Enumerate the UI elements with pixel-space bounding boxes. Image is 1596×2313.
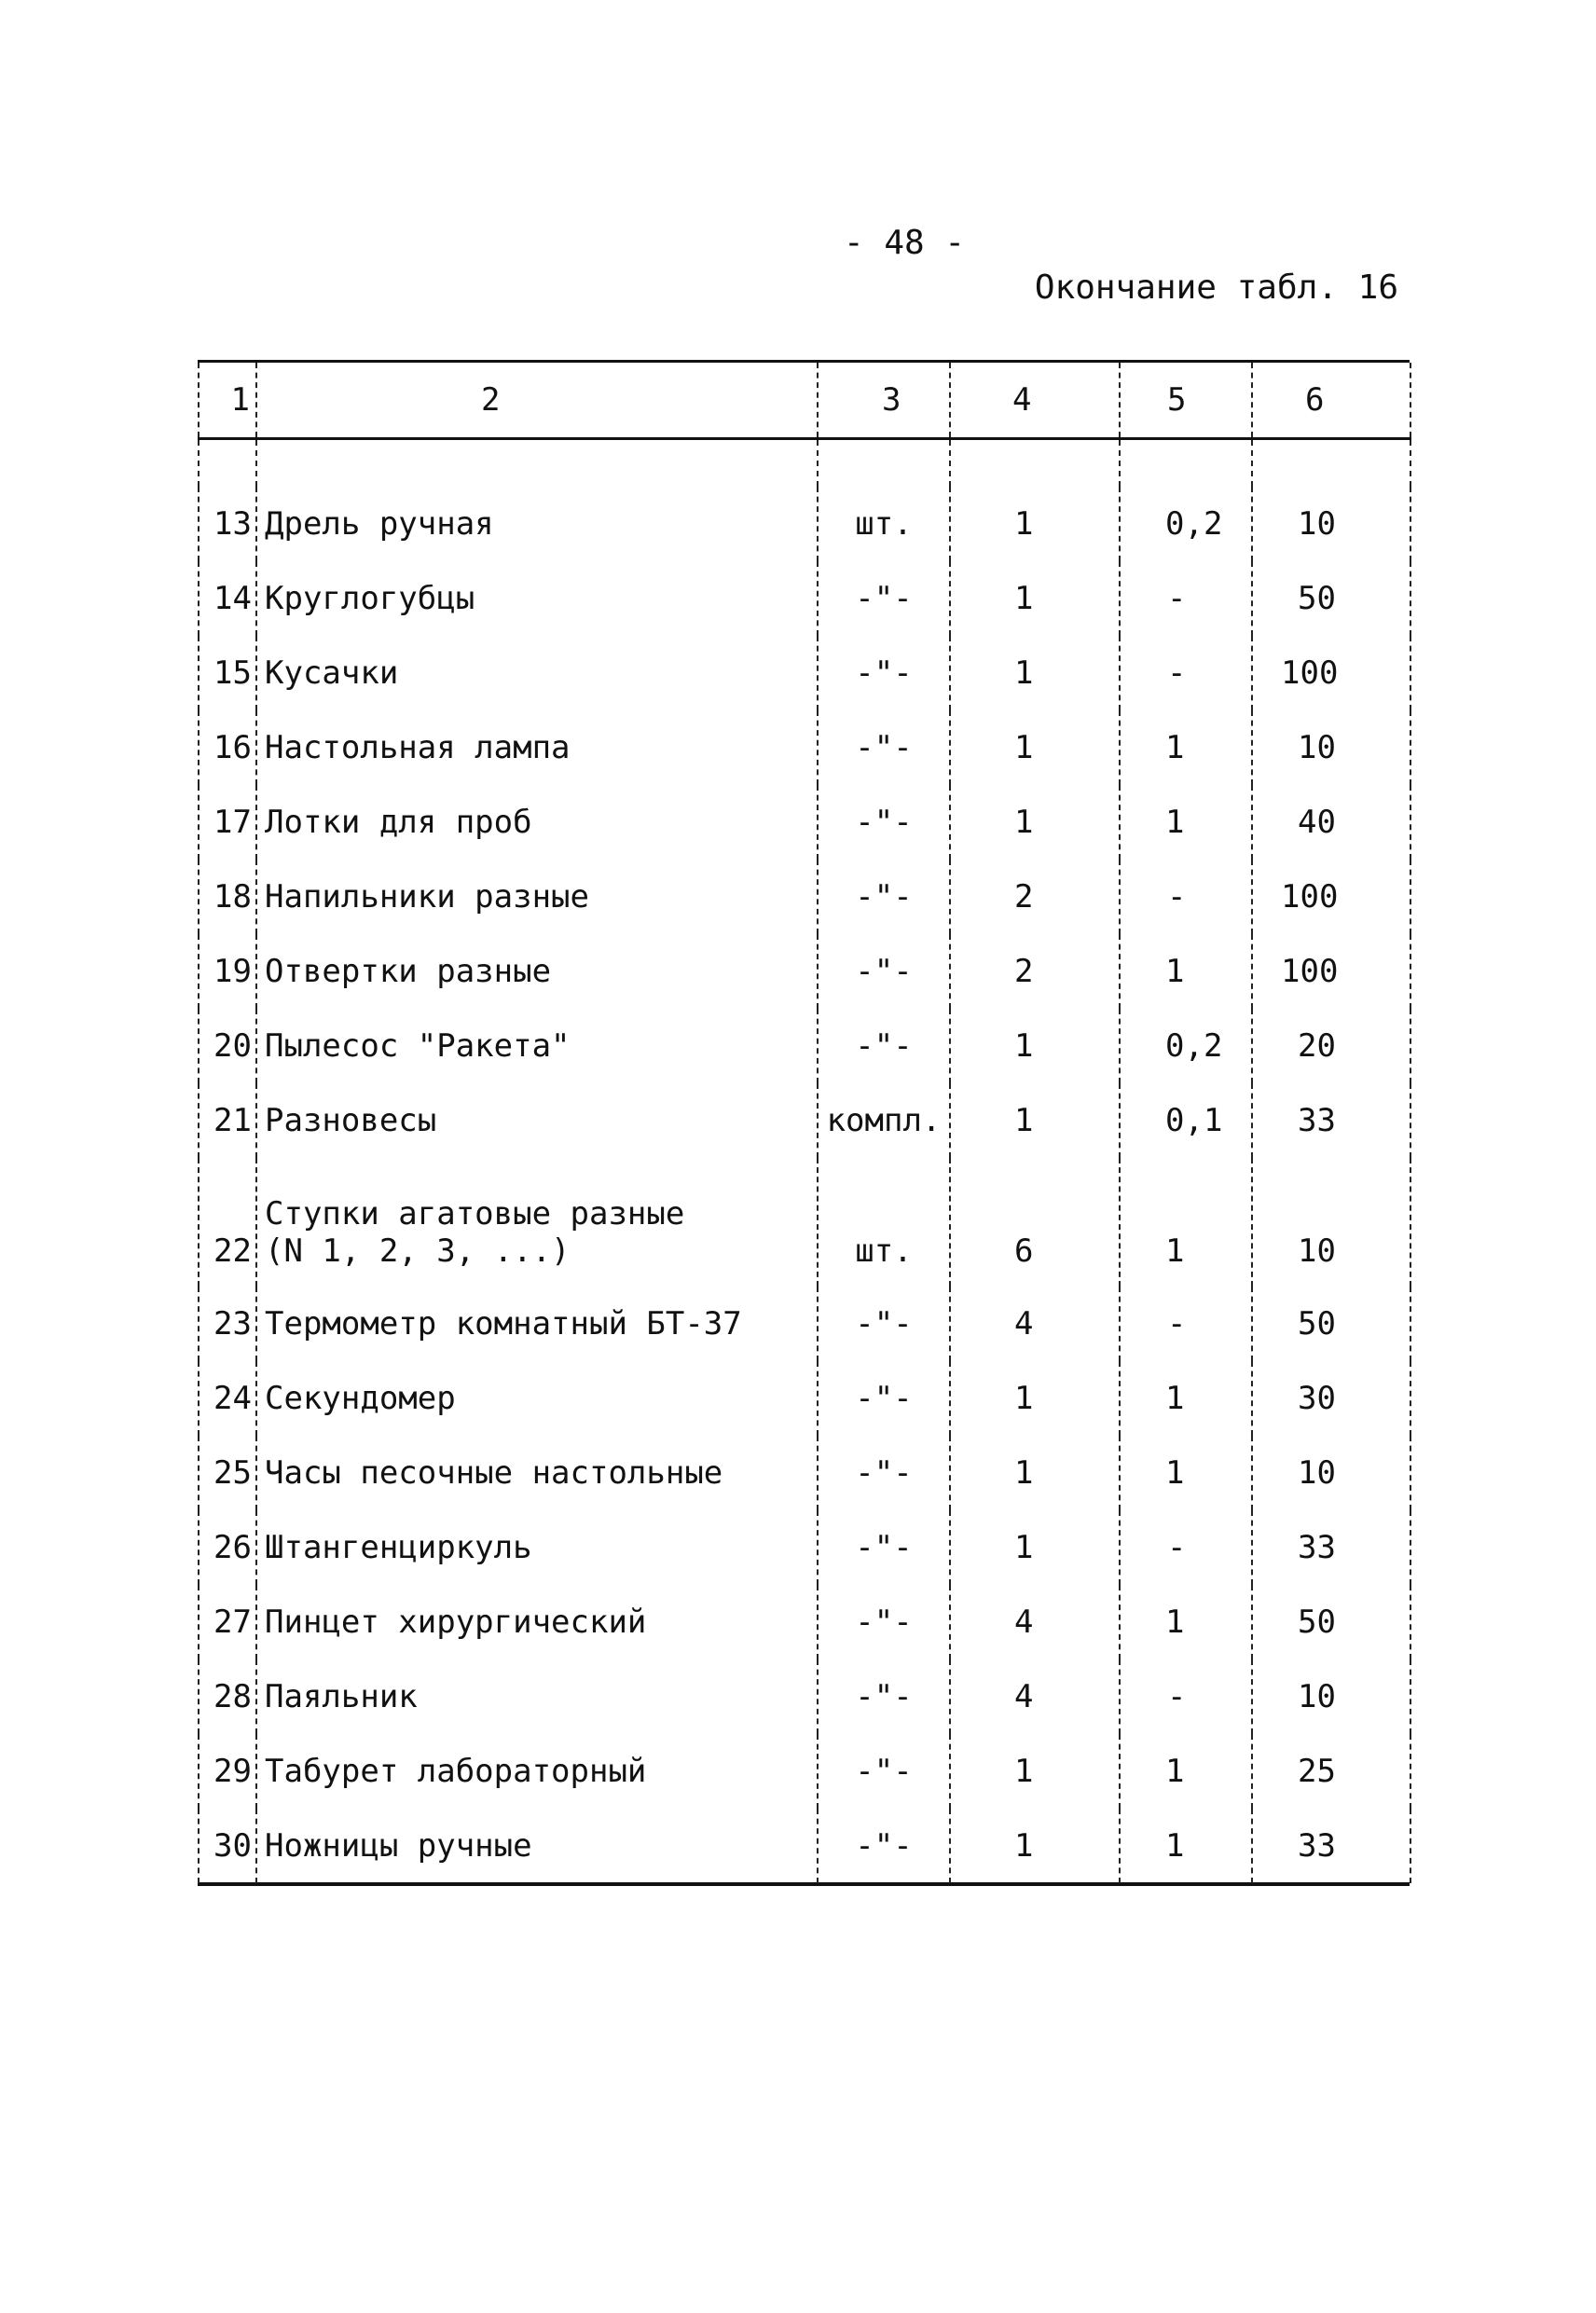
equipment-table bbox=[198, 363, 1411, 1883]
row-col6: 50 bbox=[1252, 1585, 1410, 1659]
row-col5: 1 bbox=[1120, 785, 1252, 860]
row-quantity: 2 bbox=[950, 860, 1120, 934]
column-header-1: 1 bbox=[199, 363, 256, 439]
row-unit: -"- bbox=[818, 1585, 950, 1659]
row-unit: -"- bbox=[818, 636, 950, 710]
table-row bbox=[199, 934, 1410, 1009]
table-row bbox=[199, 1158, 1410, 1287]
row-quantity: 1 bbox=[950, 561, 1120, 636]
column-header-4: 4 bbox=[950, 363, 1120, 439]
table-row bbox=[199, 785, 1410, 860]
table-row bbox=[199, 710, 1410, 785]
row-unit: -"- bbox=[818, 710, 950, 785]
row-col6: 10 bbox=[1252, 1436, 1410, 1510]
row-name: Паяльник bbox=[256, 1659, 818, 1734]
row-name: Термометр комнатный БТ-37 bbox=[256, 1287, 818, 1361]
row-unit: -"- bbox=[818, 1659, 950, 1734]
row-number: 13 bbox=[199, 487, 256, 561]
row-col6: 33 bbox=[1252, 1809, 1410, 1883]
row-col5: - bbox=[1120, 1659, 1252, 1734]
table-caption: Окончание табл. 16 bbox=[1034, 268, 1398, 307]
row-quantity: 1 bbox=[950, 1809, 1120, 1883]
row-name: Часы песочные настольные bbox=[256, 1436, 818, 1510]
column-header-6: 6 bbox=[1252, 363, 1410, 439]
row-quantity: 1 bbox=[950, 1083, 1120, 1158]
row-number: 22 bbox=[199, 1158, 256, 1287]
row-col5: 1 bbox=[1120, 934, 1252, 1009]
table-row bbox=[199, 1009, 1410, 1083]
row-quantity: 6 bbox=[950, 1158, 1120, 1287]
row-col6: 25 bbox=[1252, 1734, 1410, 1809]
row-col6: 10 bbox=[1252, 1158, 1410, 1287]
table-row bbox=[199, 1510, 1410, 1585]
row-col5: 1 bbox=[1120, 1158, 1252, 1287]
row-col5: - bbox=[1120, 561, 1252, 636]
row-number: 16 bbox=[199, 710, 256, 785]
row-col5: 1 bbox=[1120, 1436, 1252, 1510]
row-unit: -"- bbox=[818, 785, 950, 860]
table-row bbox=[199, 1361, 1410, 1436]
row-unit: шт. bbox=[818, 487, 950, 561]
table-row bbox=[199, 487, 1410, 561]
row-number: 25 bbox=[199, 1436, 256, 1510]
row-number: 18 bbox=[199, 860, 256, 934]
row-col5: - bbox=[1120, 1287, 1252, 1361]
row-quantity: 1 bbox=[950, 487, 1120, 561]
row-quantity: 1 bbox=[950, 785, 1120, 860]
row-quantity: 4 bbox=[950, 1659, 1120, 1734]
equipment-table-frame bbox=[198, 360, 1410, 1886]
row-col6: 30 bbox=[1252, 1361, 1410, 1436]
row-unit: -"- bbox=[818, 561, 950, 636]
row-name: Ступки агатовые разные (N 1, 2, 3, ...) bbox=[256, 1158, 818, 1287]
row-unit: -"- bbox=[818, 1009, 950, 1083]
table-row bbox=[199, 561, 1410, 636]
row-col6: 33 bbox=[1252, 1510, 1410, 1585]
row-number: 19 bbox=[199, 934, 256, 1009]
row-name: Отвертки разные bbox=[256, 934, 818, 1009]
row-name: Круглогубцы bbox=[256, 561, 818, 636]
row-col6: 10 bbox=[1252, 487, 1410, 561]
row-name: Секундомер bbox=[256, 1361, 818, 1436]
row-name: Табурет лабораторный bbox=[256, 1734, 818, 1809]
row-quantity: 4 bbox=[950, 1287, 1120, 1361]
row-col5: 0,2 bbox=[1120, 487, 1252, 561]
row-number: 23 bbox=[199, 1287, 256, 1361]
table-row bbox=[199, 1809, 1410, 1883]
row-col6: 20 bbox=[1252, 1009, 1410, 1083]
row-quantity: 1 bbox=[950, 1009, 1120, 1083]
row-name: Настольная лампа bbox=[256, 710, 818, 785]
row-unit: -"- bbox=[818, 1734, 950, 1809]
row-quantity: 1 bbox=[950, 1734, 1120, 1809]
row-number: 26 bbox=[199, 1510, 256, 1585]
row-col6: 50 bbox=[1252, 561, 1410, 636]
row-number: 15 bbox=[199, 636, 256, 710]
row-unit: -"- bbox=[818, 1809, 950, 1883]
row-unit: -"- bbox=[818, 1287, 950, 1361]
header-row bbox=[199, 363, 1410, 439]
row-unit: -"- bbox=[818, 934, 950, 1009]
row-quantity: 4 bbox=[950, 1585, 1120, 1659]
row-name: Напильники разные bbox=[256, 860, 818, 934]
row-col6: 10 bbox=[1252, 1659, 1410, 1734]
row-name: Кусачки bbox=[256, 636, 818, 710]
row-name: Разновесы bbox=[256, 1083, 818, 1158]
row-number: 27 bbox=[199, 1585, 256, 1659]
table-row bbox=[199, 860, 1410, 934]
row-number: 28 bbox=[199, 1659, 256, 1734]
row-number: 30 bbox=[199, 1809, 256, 1883]
row-name: Ножницы ручные bbox=[256, 1809, 818, 1883]
row-unit: компл. bbox=[818, 1083, 950, 1158]
row-col6: 100 bbox=[1252, 860, 1410, 934]
row-col6: 10 bbox=[1252, 710, 1410, 785]
row-quantity: 1 bbox=[950, 1361, 1120, 1436]
row-number: 24 bbox=[199, 1361, 256, 1436]
row-col6: 100 bbox=[1252, 636, 1410, 710]
table-row bbox=[199, 1436, 1410, 1510]
row-name: Пылесос "Ракета" bbox=[256, 1009, 818, 1083]
row-unit: шт. bbox=[818, 1158, 950, 1287]
row-number: 20 bbox=[199, 1009, 256, 1083]
row-col6: 33 bbox=[1252, 1083, 1410, 1158]
row-unit: -"- bbox=[818, 1361, 950, 1436]
column-header-5: 5 bbox=[1120, 363, 1252, 439]
column-header-2: 2 bbox=[256, 363, 818, 439]
row-name: Лотки для проб bbox=[256, 785, 818, 860]
row-number: 29 bbox=[199, 1734, 256, 1809]
row-col5: - bbox=[1120, 860, 1252, 934]
row-quantity: 1 bbox=[950, 636, 1120, 710]
row-number: 21 bbox=[199, 1083, 256, 1158]
table-row bbox=[199, 1585, 1410, 1659]
row-number: 17 bbox=[199, 785, 256, 860]
row-col5: - bbox=[1120, 636, 1252, 710]
row-col5: - bbox=[1120, 1510, 1252, 1585]
table-row bbox=[199, 636, 1410, 710]
page-number: - 48 - bbox=[843, 224, 966, 262]
row-col5: 1 bbox=[1120, 710, 1252, 785]
table-row bbox=[199, 1659, 1410, 1734]
row-col5: 0,2 bbox=[1120, 1009, 1252, 1083]
table-row bbox=[199, 1734, 1410, 1809]
row-unit: -"- bbox=[818, 1510, 950, 1585]
row-name: Пинцет хирургический bbox=[256, 1585, 818, 1659]
row-col5: 1 bbox=[1120, 1734, 1252, 1809]
row-quantity: 1 bbox=[950, 710, 1120, 785]
row-col6: 40 bbox=[1252, 785, 1410, 860]
row-col5: 1 bbox=[1120, 1585, 1252, 1659]
table-row bbox=[199, 1083, 1410, 1158]
table-body bbox=[199, 439, 1410, 1884]
table-row bbox=[199, 1287, 1410, 1361]
row-name: Штангенциркуль bbox=[256, 1510, 818, 1585]
row-col6: 100 bbox=[1252, 934, 1410, 1009]
row-quantity: 1 bbox=[950, 1436, 1120, 1510]
table-spacer-row bbox=[199, 439, 1410, 488]
row-number: 14 bbox=[199, 561, 256, 636]
row-name: Дрель ручная bbox=[256, 487, 818, 561]
row-col5: 1 bbox=[1120, 1361, 1252, 1436]
row-quantity: 1 bbox=[950, 1510, 1120, 1585]
row-col6: 50 bbox=[1252, 1287, 1410, 1361]
row-unit: -"- bbox=[818, 1436, 950, 1510]
row-col5: 0,1 bbox=[1120, 1083, 1252, 1158]
column-header-3: 3 bbox=[818, 363, 950, 439]
row-unit: -"- bbox=[818, 860, 950, 934]
row-quantity: 2 bbox=[950, 934, 1120, 1009]
table-header bbox=[199, 363, 1410, 439]
row-col5: 1 bbox=[1120, 1809, 1252, 1883]
